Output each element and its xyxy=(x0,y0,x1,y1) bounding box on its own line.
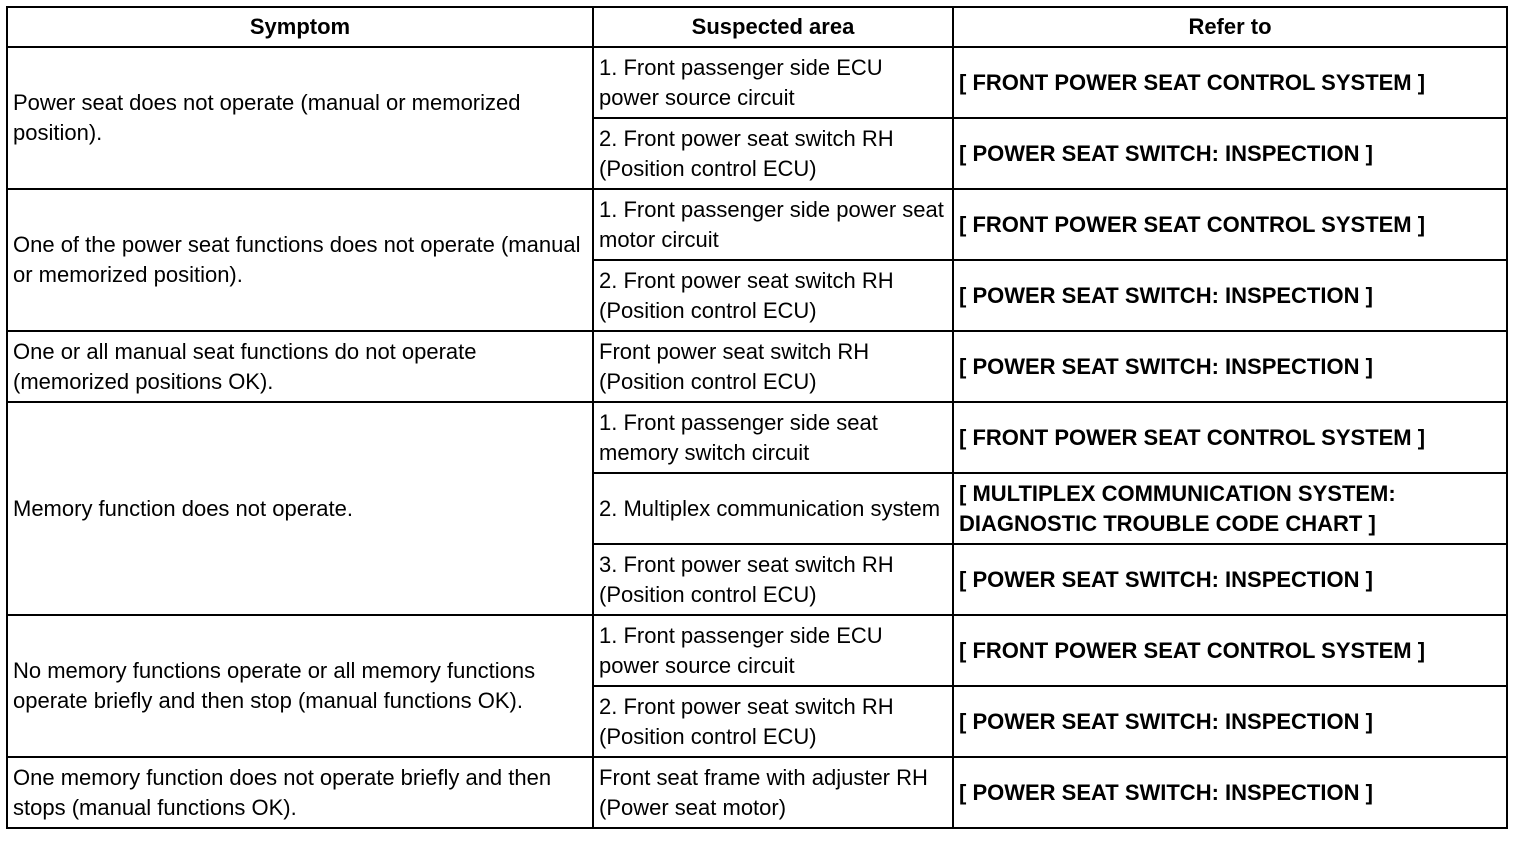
header-suspected-area: Suspected area xyxy=(593,7,953,47)
suspected-area-cell: 3. Front power seat switch RH (Position control ECU) xyxy=(593,544,953,615)
suspected-area-cell: Front seat frame with adjuster RH (Power seat motor) xyxy=(593,757,953,828)
symptom-cell: No memory functions operate or all memory functions operate briefly and then stop (manual functions OK). xyxy=(7,615,593,757)
suspected-area-cell: 1. Front passenger side ECU power source circuit xyxy=(593,47,953,118)
refer-to-link[interactable]: [ POWER SEAT SWITCH: INSPECTION ] xyxy=(953,260,1507,331)
header-refer-to: Refer to xyxy=(953,7,1507,47)
refer-to-link[interactable]: [ FRONT POWER SEAT CONTROL SYSTEM ] xyxy=(953,615,1507,686)
suspected-area-cell: 2. Front power seat switch RH (Position control ECU) xyxy=(593,686,953,757)
symptom-cell: One memory function does not operate briefly and then stops (manual functions OK). xyxy=(7,757,593,828)
symptom-cell: Power seat does not operate (manual or memorized position). xyxy=(7,47,593,189)
table-row xyxy=(7,615,1507,686)
symptom-cell: Memory function does not operate. xyxy=(7,402,593,615)
suspected-area-cell: 2. Front power seat switch RH (Position control ECU) xyxy=(593,118,953,189)
refer-to-link[interactable]: [ FRONT POWER SEAT CONTROL SYSTEM ] xyxy=(953,47,1507,118)
refer-to-link[interactable]: [ POWER SEAT SWITCH: INSPECTION ] xyxy=(953,757,1507,828)
suspected-area-cell: 2. Front power seat switch RH (Position control ECU) xyxy=(593,260,953,331)
suspected-area-cell: 2. Multiplex communication system xyxy=(593,473,953,544)
symptom-cell: One of the power seat functions does not operate (manual or memorized position). xyxy=(7,189,593,331)
refer-to-link[interactable]: [ FRONT POWER SEAT CONTROL SYSTEM ] xyxy=(953,189,1507,260)
suspected-area-cell: 1. Front passenger side ECU power source circuit xyxy=(593,615,953,686)
symptom-cell: One or all manual seat functions do not operate (memorized positions OK). xyxy=(7,331,593,402)
refer-to-link[interactable]: [ POWER SEAT SWITCH: INSPECTION ] xyxy=(953,686,1507,757)
refer-to-link[interactable]: [ POWER SEAT SWITCH: INSPECTION ] xyxy=(953,544,1507,615)
troubleshooting-sheet xyxy=(6,6,1508,829)
problem-symptoms-table xyxy=(6,6,1508,829)
table-row xyxy=(7,189,1507,260)
table-row xyxy=(7,331,1507,402)
suspected-area-cell: 1. Front passenger side power seat motor circuit xyxy=(593,189,953,260)
header-symptom: Symptom xyxy=(7,7,593,47)
refer-to-link[interactable]: [ POWER SEAT SWITCH: INSPECTION ] xyxy=(953,331,1507,402)
refer-to-link[interactable]: [ MULTIPLEX COMMUNICATION SYSTEM: DIAGNOSTIC TROUBLE CODE CHART ] xyxy=(953,473,1507,544)
header-row xyxy=(7,7,1507,47)
refer-to-link[interactable]: [ FRONT POWER SEAT CONTROL SYSTEM ] xyxy=(953,402,1507,473)
table-row xyxy=(7,757,1507,828)
suspected-area-cell: Front power seat switch RH (Position control ECU) xyxy=(593,331,953,402)
table-row xyxy=(7,47,1507,118)
refer-to-link[interactable]: [ POWER SEAT SWITCH: INSPECTION ] xyxy=(953,118,1507,189)
suspected-area-cell: 1. Front passenger side seat memory switch circuit xyxy=(593,402,953,473)
table-row xyxy=(7,402,1507,473)
